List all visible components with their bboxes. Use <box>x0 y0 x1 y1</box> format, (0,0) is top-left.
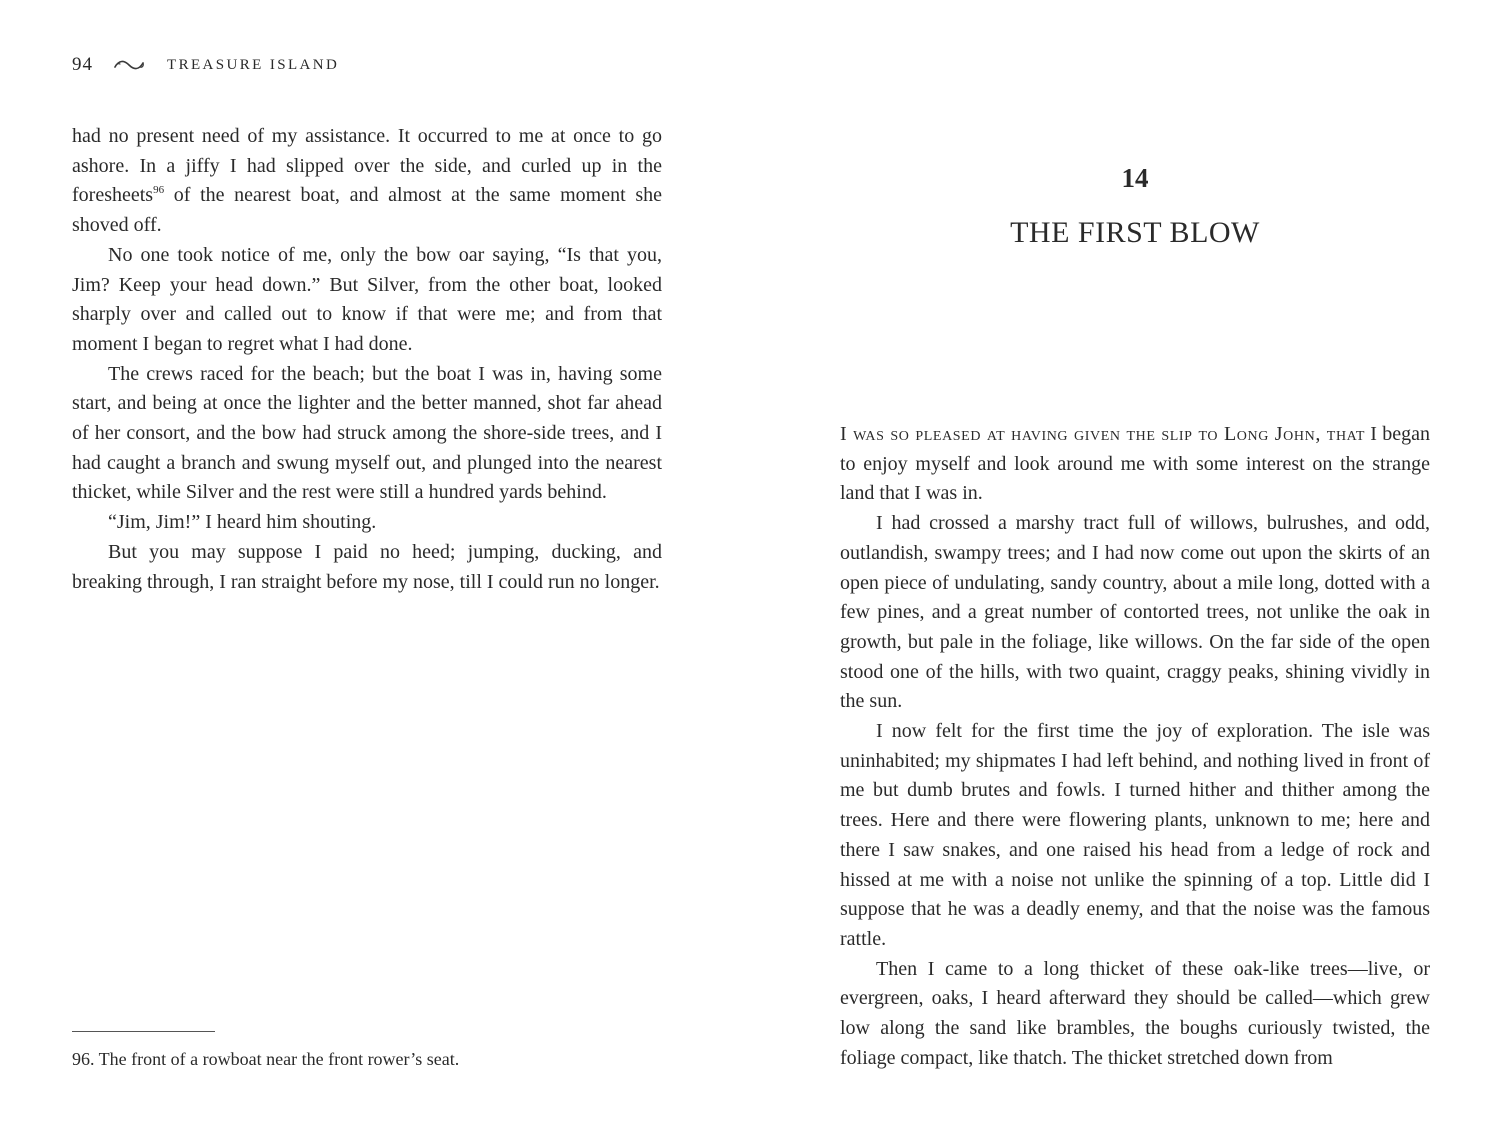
paragraph-text: of the nearest boat, and almost at the same moment she shoved off. <box>72 184 662 237</box>
paragraph: I now felt for the first time the joy of exploration. The isle was uninhabited; my shipmates I had left behind, and nothing lived in front of me but dumb brutes and fowls. I turned hither and thither among the trees. Here and there were flowering plants, unknown to me; here and there I saw snakes, and one raised his head from a ledge of rock and hissed at me with a noise not unlike the spinning of a top. Little did I suppose that he was a deadly enemy, and that the noise was the famous rattle. <box>840 720 1430 950</box>
running-head <box>72 52 339 78</box>
footnote: 96. The front of a rowboat near the front rower’s seat. <box>72 1049 460 1069</box>
footnote-rule <box>72 1031 215 1032</box>
opening-smallcaps: I was so pleased at having given the slip to Long John, that <box>840 423 1365 445</box>
paragraph <box>72 122 662 241</box>
page-number: 94 <box>72 54 93 75</box>
book-title: TREASURE ISLAND <box>167 57 340 73</box>
right-page <box>750 0 1500 1143</box>
chapter-title: THE FIRST BLOW <box>1010 216 1260 249</box>
swash-ornament-icon <box>113 58 147 72</box>
left-body-text <box>72 122 662 597</box>
paragraph: But you may suppose I paid no heed; jumping, ducking, and breaking through, I ran straight before my nose, till I could run no longer. <box>72 540 662 593</box>
paragraph: The crews raced for the beach; but the boat I was in, having some start, and being at once the lighter and the better manned, shot far ahead of her consort, and the bow had struck among the shore-side trees, and I had caught a branch and swung myself out, and plunged into the nearest thicket, while Silver and the rest were still a hundred yards behind. <box>72 362 662 504</box>
paragraph: “Jim, Jim!” I heard him shouting. <box>108 511 377 534</box>
chapter-number: 14 <box>1121 163 1149 193</box>
opening-paragraph <box>840 420 1430 509</box>
paragraph: I had crossed a marshy tract full of willows, bulrushes, and odd, outlandish, swampy trees; and I had now come out upon the skirts of an open piece of undulating, sandy country, about a mile long, dotted with a few pines, and a great number of contorted trees, not unlike the oak in growth, but pale in the foliage, like willows. On the far side of the open stood one of the hills, with two quaint, craggy peaks, shining vividly in the sun. <box>840 512 1430 713</box>
paragraph-text: I began to enjoy myself and look around me with some interest on the strange land that I was in. <box>840 423 1430 505</box>
paragraph: No one took notice of me, only the bow oar saying, “Is that you, Jim? Keep your head down.” But Silver, from the other boat, looked sharply over and called out to know if that were me; and from that moment I began to regret what I had done. <box>72 243 662 355</box>
paragraph-text: had no present need of my assistance. It occurred to me at once to go ashore. In a jiffy I had slipped over the side, and curled up in the foresheets <box>72 125 662 207</box>
right-body-text <box>840 420 1430 1073</box>
footnote-reference: 96 <box>153 184 165 197</box>
paragraph: Then I came to a long thicket of these oak-like trees—live, or evergreen, oaks, I heard afterward they should be called—which grew low along the sand like brambles, the boughs curiously twisted, the foliage compact, like thatch. The thicket stretched down from <box>840 957 1430 1069</box>
